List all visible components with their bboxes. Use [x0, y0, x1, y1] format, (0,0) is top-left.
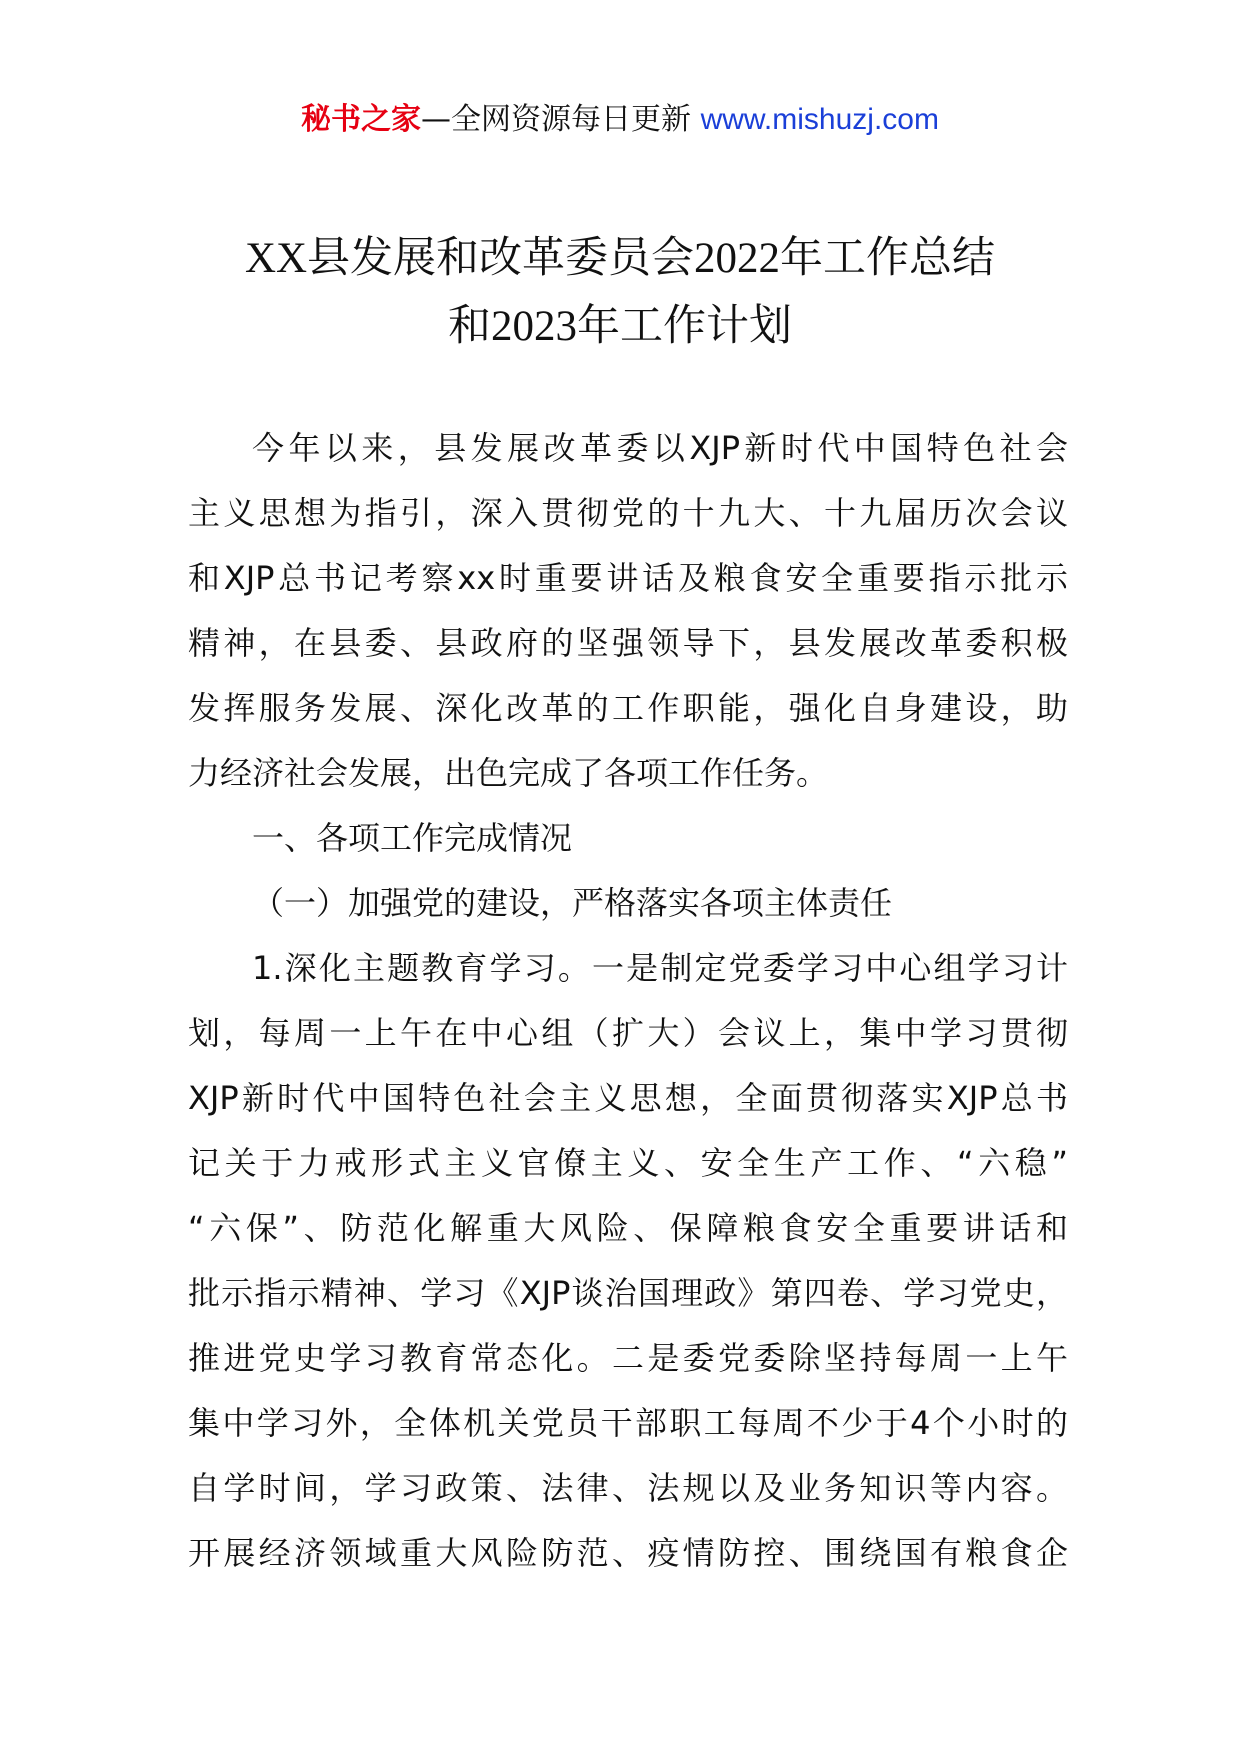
watermark-header [0, 100, 1240, 140]
paragraph-line: XJP新时代中国特色社会主义思想，全面贯彻落实XJP总书 [188, 1079, 1068, 1117]
title-line-2: 和2023年工作计划 [448, 303, 792, 350]
document-body [188, 416, 1068, 1586]
brand-name: 秘书之家 [301, 102, 422, 137]
section-heading: 一、各项工作完成情况 [252, 819, 573, 857]
paragraph-line: 集中学习外，全体机关党员干部职工每周不少于4个小时的 [188, 1404, 1068, 1442]
paragraph-line: 力经济社会发展，出色完成了各项工作任务。 [188, 754, 829, 792]
paragraph-line: 开展经济领域重大风险防范、疫情防控、围绕国有粮食企 [188, 1534, 1068, 1572]
paragraph-line: 和XJP总书记考察xx时重要讲话及粮食安全重要指示批示 [188, 559, 1068, 597]
paragraph-line: 自学时间，学习政策、法律、法规以及业务知识等内容。 [188, 1469, 1068, 1507]
paragraph-line: 主义思想为指引，深入贯彻党的十九大、十九届历次会议 [188, 494, 1068, 532]
paragraph-line: 1.深化主题教育学习。一是制定党委学习中心组学习计 [252, 949, 1068, 987]
title-line-1: XX县发展和改革委员会2022年工作总结 [244, 235, 996, 282]
paragraph-line: 划，每周一上午在中心组（扩大）会议上，集中学习贯彻 [188, 1014, 1068, 1052]
subsection-heading: （一）加强党的建设，严格落实各项主体责任 [252, 884, 893, 922]
paragraph-line: “六保”、防范化解重大风险、保障粮食安全重要讲话和 [188, 1209, 1068, 1247]
paragraph-line: 精神，在县委、县政府的坚强领导下，县发展改革委积极 [188, 624, 1068, 662]
paragraph-line: 发挥服务发展、深化改革的工作职能，强化自身建设，助 [188, 689, 1068, 727]
paragraph-line: 批示指示精神、学习《XJP谈治国理政》第四卷、学习党史， [188, 1274, 1068, 1312]
paragraph-line: 记关于力戒形式主义官僚主义、安全生产工作、“六稳” [188, 1144, 1068, 1182]
document-title [120, 225, 1120, 361]
paragraph-line: 推进党史学习教育常态化。二是委党委除坚持每周一上午 [188, 1339, 1068, 1377]
paragraph-line: 今年以来，县发展改革委以XJP新时代中国特色社会 [252, 429, 1068, 467]
header-tagline: —全网资源每日更新 [421, 102, 701, 137]
site-url-link[interactable]: www.mishuzj.com [700, 103, 939, 136]
